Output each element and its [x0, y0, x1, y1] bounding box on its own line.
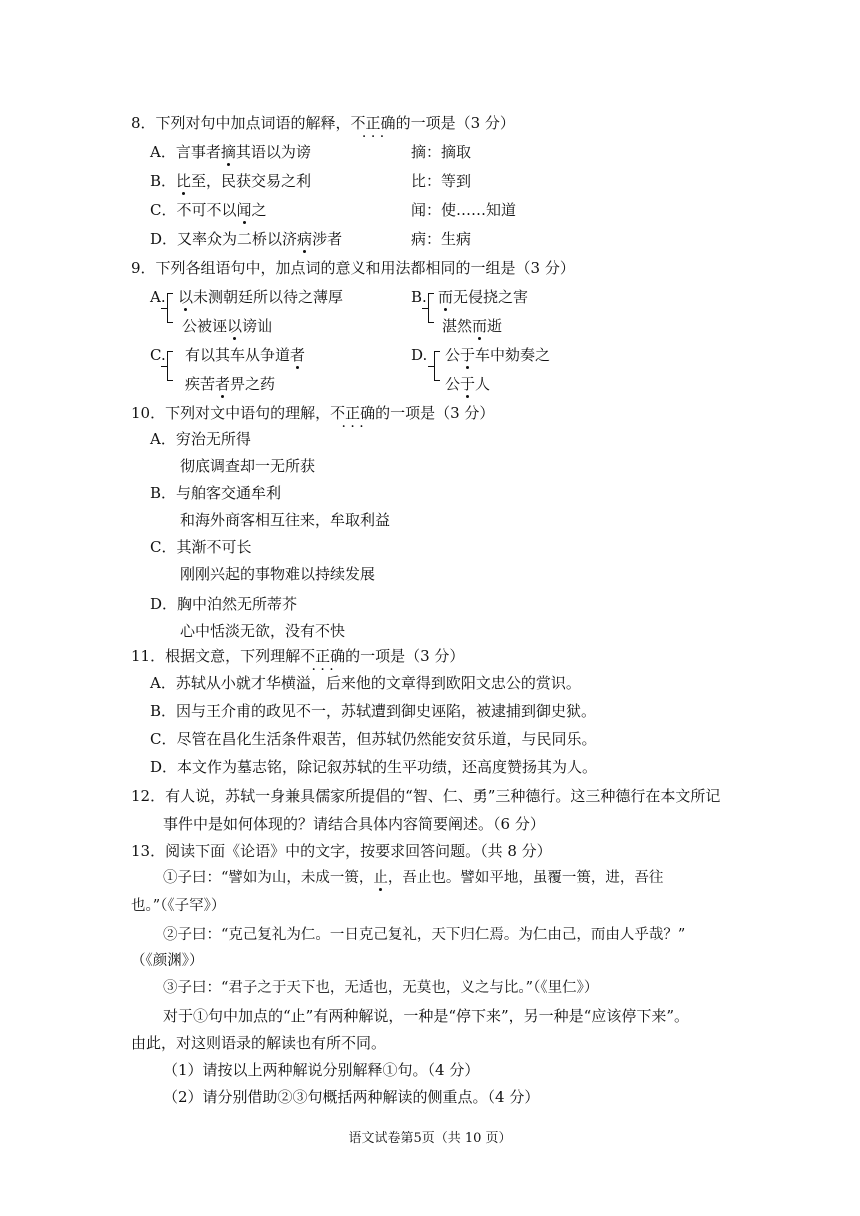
q11-stem: 11．根据文意，下列理解不正确 · · ·的一项是（3 分） — [131, 646, 464, 666]
q8-option-b: B．比至，民获交易之利 — [150, 172, 312, 190]
q10-meaning-a: 彻底调查却一无所获 — [180, 457, 316, 475]
q9-brace-c — [167, 351, 173, 381]
q11-option-c: C．尽管在昌化生活条件艰苦，但苏轼仍然能安贫乐道，与民同乐。 — [150, 730, 597, 748]
q10-option-a: A．穷治无所得 — [150, 430, 251, 448]
q13-subquestion-2: （2）请分别借助②③句概括两种解读的侧重点。（4 分） — [163, 1088, 540, 1106]
q9-label-a: A. — [150, 288, 166, 306]
q8-gloss-d: 病：生病 — [411, 230, 472, 248]
q9-c-line1: 有以其车从争道者 — [185, 346, 306, 364]
q8-stem: 8．下列对句中加点词语的解释，不正确 · · ·的一项是（3 分） — [131, 113, 515, 133]
q13-stem: 13．阅读下面《论语》中的文字，按要求回答问题。（共 8 分） — [131, 842, 552, 860]
q11-emphasis: 不正确 · · · — [300, 647, 345, 665]
q8-option-c: C．不可不以闻之 — [150, 201, 267, 219]
q8-option-a: A．言事者摘其语以为谤 — [150, 143, 311, 161]
q8-gloss-a: 摘：摘取 — [411, 143, 472, 161]
q9-a-line1: 以未测朝廷所以待之薄厚 — [178, 288, 344, 306]
q11-option-a: A．苏轼从小就才华横溢，后来他的文章得到欧阳文忠公的赏识。 — [150, 674, 581, 692]
q10-stem: 10．下列对文中语句的理解，不正确 · · ·的一项是（3 分） — [131, 403, 494, 423]
q9-brace-d — [434, 351, 440, 381]
q10-option-d: D．胸中泊然无所蒂芥 — [150, 595, 298, 613]
q9-b-line2: 湛然而逝 — [442, 317, 503, 335]
q10-option-c: C．其渐不可长 — [150, 538, 252, 556]
q9-label-b: B. — [411, 288, 427, 306]
q13-quote1-line1: ①子曰：“譬如为山，未成一篑，止，吾止也。譬如平地，虽覆一篑，进，吾往 — [163, 870, 664, 886]
q13-quote1-line2: 也。”（《子罕》） — [131, 898, 226, 914]
page-footer: 语文试卷第5页（共 10 页） — [348, 1131, 512, 1146]
q8-gloss-c: 闻：使……知道 — [411, 201, 517, 219]
q13-subquestion-1: （1）请按以上两种解说分别解释①句。（4 分） — [163, 1061, 480, 1079]
q9-d-line1: 公于车中劾奏之 — [445, 346, 551, 364]
q13-note-line2: 由此，对这则语录的解读也有所不同。 — [131, 1034, 387, 1052]
q8-gloss-b: 比：等到 — [411, 172, 472, 190]
q10-meaning-c: 刚刚兴起的事物难以持续发展 — [180, 565, 376, 583]
q13-quote2-line2: （《颜渊》） — [131, 953, 204, 969]
q10-meaning-b: 和海外商客相互往来，牟取利益 — [180, 511, 391, 529]
q12-line2: 事件中是如何体现的？请结合具体内容简要阐述。（6 分） — [163, 815, 545, 833]
q9-brace-b — [428, 293, 434, 323]
q13-note-line1: 对于①句中加点的“止”有两种解说，一种是“停下来”，另一种是“应该停下来”。 — [163, 1007, 690, 1025]
q13-quote3: ③子曰：“君子之于天下也，无适也，无莫也，义之与比。”（《里仁》） — [163, 980, 599, 996]
q9-b-line1: 而无侵挠之害 — [438, 288, 529, 306]
q13-marked-zhi: 止 — [373, 870, 388, 886]
q9-c-line2: 疾苦者畀之药 — [185, 375, 276, 393]
q9-d-line2: 公于人 — [445, 375, 491, 393]
q10-option-b: B．与舶客交通牟利 — [150, 484, 282, 502]
q9-stem: 9．下列各组语句中，加点词的意义和用法都相同的一组是（3 分） — [131, 259, 575, 277]
q8-emphasis: 不正确 · · · — [351, 114, 396, 132]
q10-meaning-d: 心中恬淡无欲，没有不快 — [180, 622, 346, 640]
q12-line1: 12．有人说，苏轼一身兼具儒家所提倡的“智、仁、勇”三种德行。这三种德行在本文所记 — [131, 787, 721, 805]
q11-option-b: B．因与王介甫的政见不一，苏轼遭到御史诬陷，被逮捕到御史狱。 — [150, 702, 597, 720]
q13-quote2-line1: ②子曰：“克己复礼为仁。一日克己复礼，天下归仁焉。为仁由己，而由人乎哉？” — [163, 927, 686, 943]
q9-label-d: D. — [411, 346, 428, 364]
q8-option-d: D．又率众为二桥以济病涉者 — [150, 230, 343, 248]
q9-brace-a — [167, 293, 173, 323]
q9-label-c: C. — [150, 346, 166, 364]
q10-emphasis: 不正确 · · · — [330, 404, 375, 422]
q11-option-d: D．本文作为墓志铭，除记叙苏轼的生平功绩，还高度赞扬其为人。 — [150, 758, 598, 776]
q9-a-line2: 公被诬以谤讪 — [182, 317, 273, 335]
